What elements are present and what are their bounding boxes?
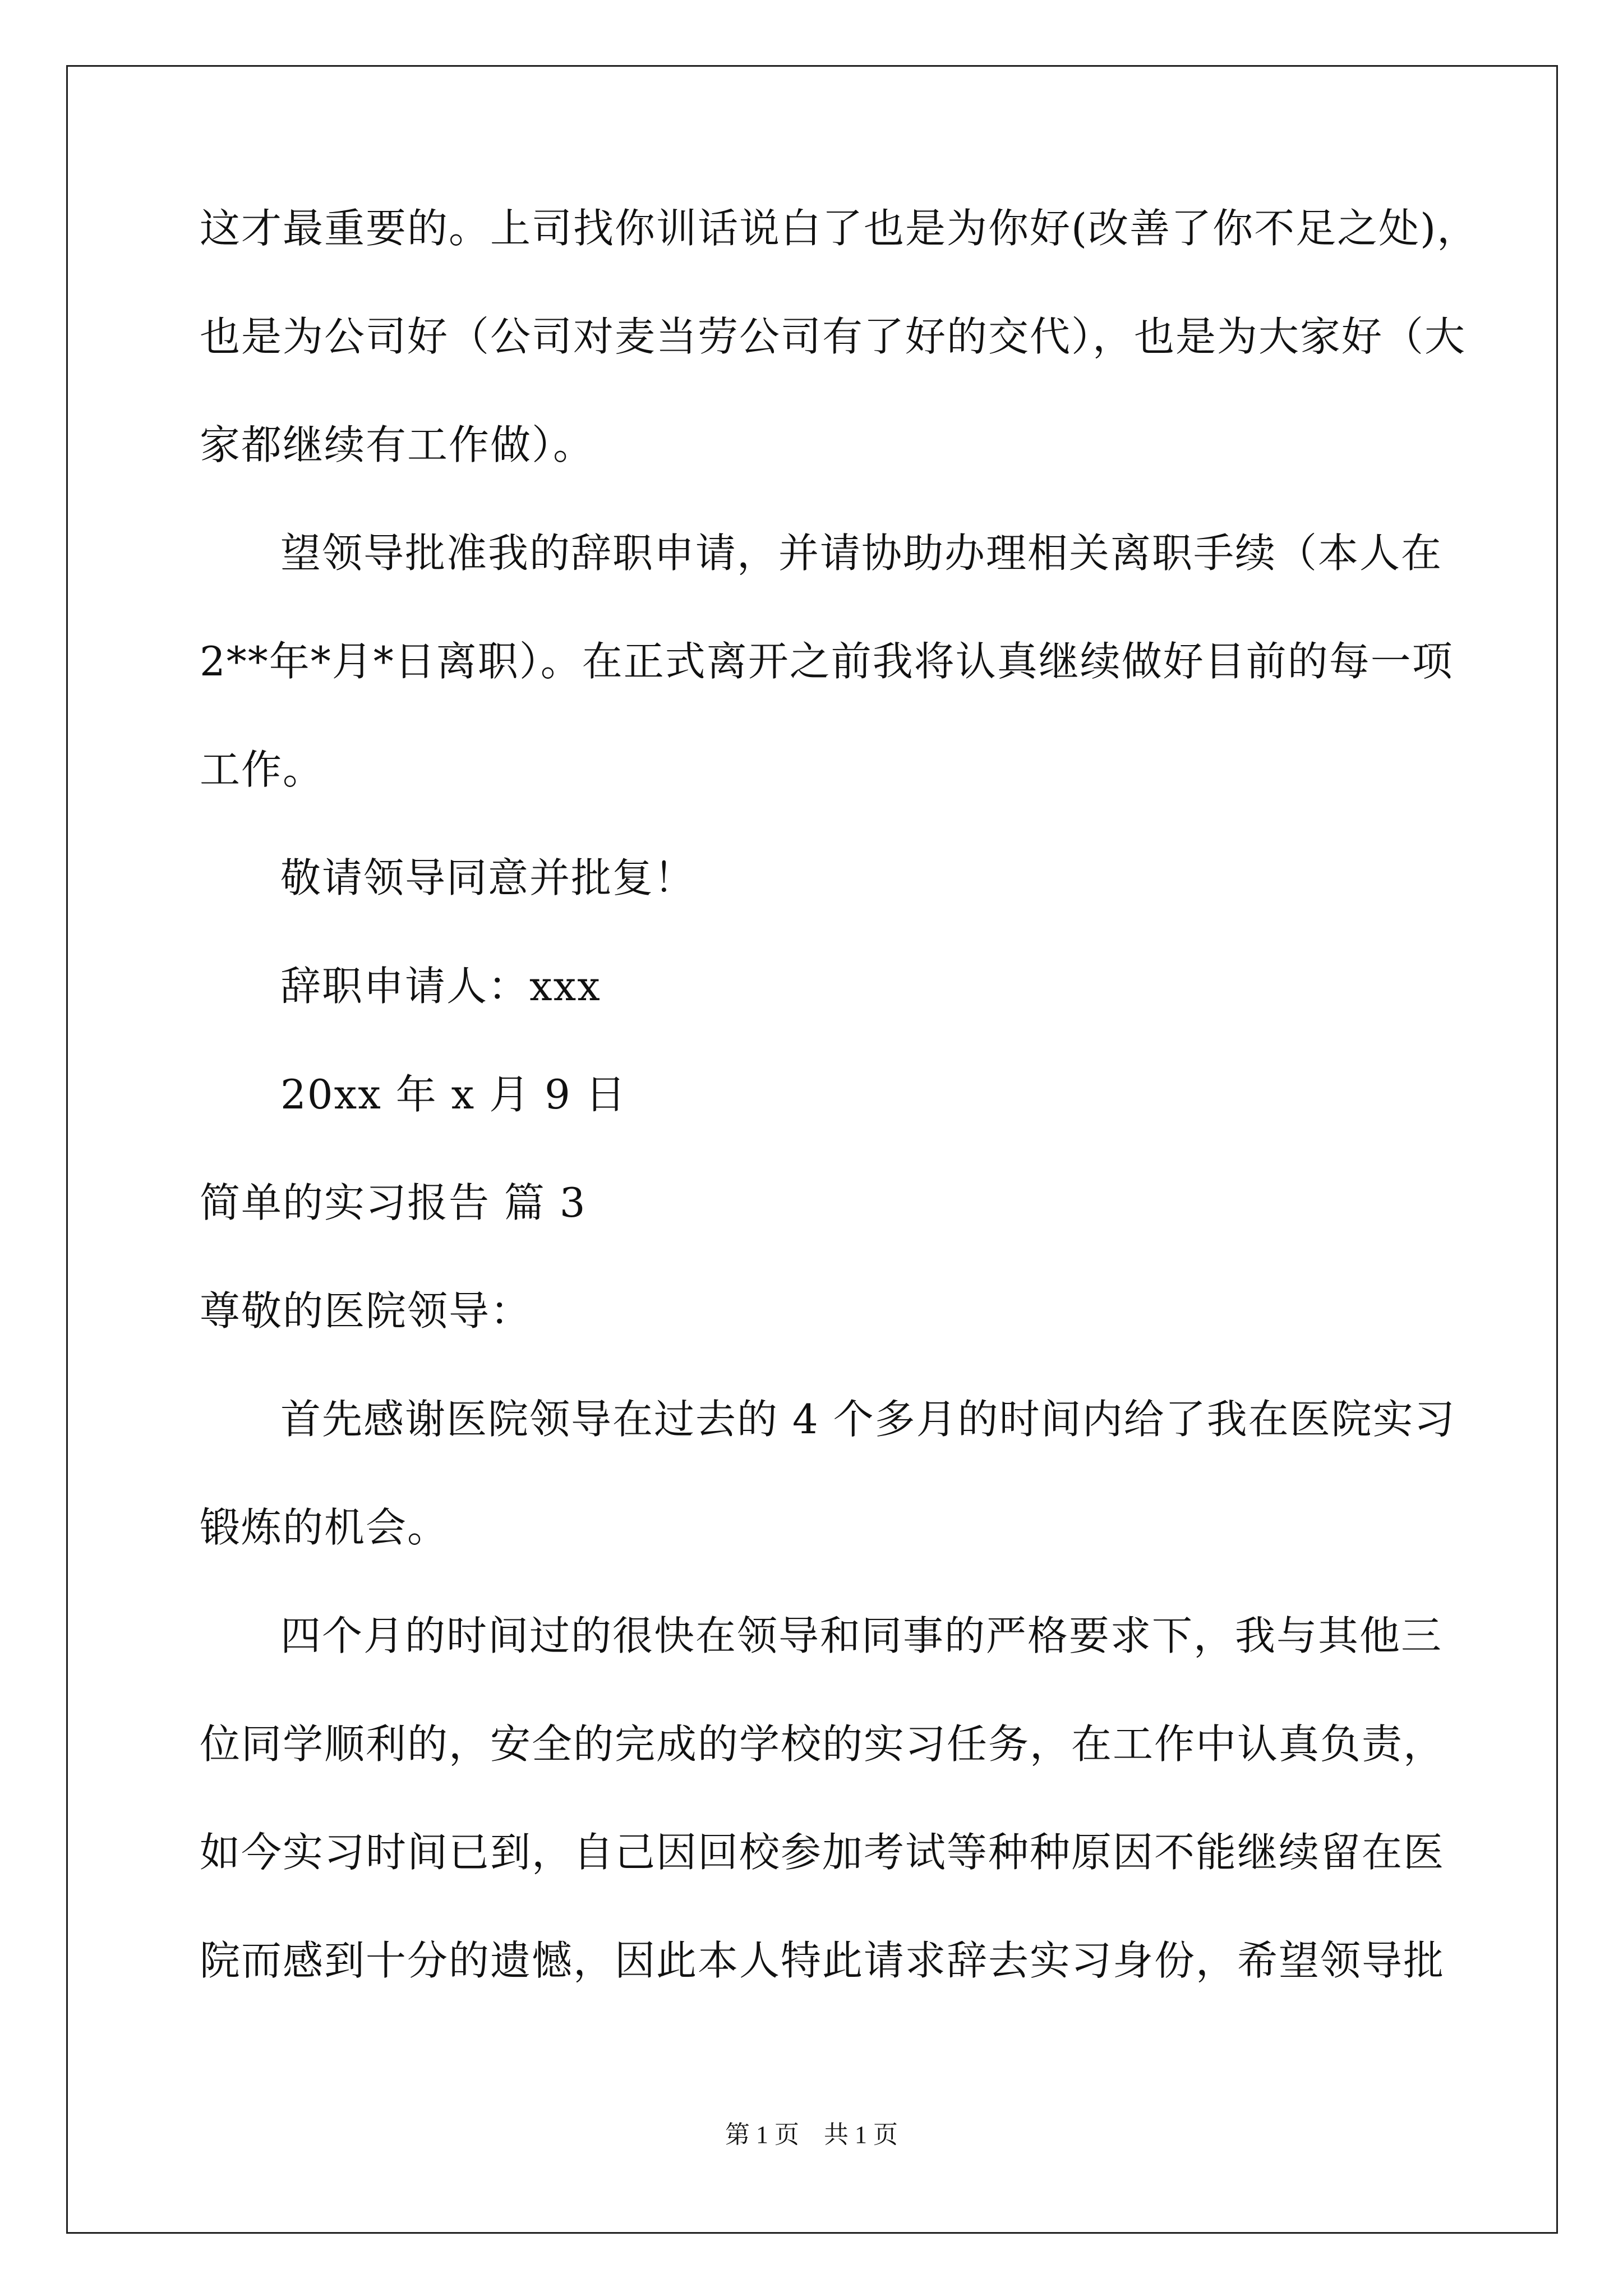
body-text-line: 首先感谢医院领导在过去的 4 个多月的时间内给了我在医院实习 bbox=[280, 1396, 1456, 1443]
closing-request: 敬请领导同意并批复！ bbox=[280, 854, 696, 901]
section-heading: 简单的实习报告 篇 3 bbox=[200, 1179, 587, 1226]
body-text-line: 家都继续有工作做）。 bbox=[200, 421, 595, 468]
signature-line: 辞职申请人：xxx bbox=[280, 963, 601, 1010]
body-text-line: 位同学顺利的，安全的完成的学校的实习任务，在工作中认真负责， bbox=[200, 1720, 1445, 1768]
body-text-line: 工作。 bbox=[200, 746, 325, 793]
date-line: 20xx 年 x 月 9 日 bbox=[280, 1071, 627, 1118]
body-text-line: 院而感到十分的遗憾，因此本人特此请求辞去实习身份，希望领导批 bbox=[200, 1937, 1445, 1984]
body-text-line: 2**年*月*日离职）。在正式离开之前我将认真继续做好目前的每一项 bbox=[200, 638, 1454, 685]
salutation: 尊敬的医院领导： bbox=[200, 1287, 532, 1335]
page-border bbox=[66, 65, 1558, 2234]
body-text-line: 锻炼的机会。 bbox=[200, 1504, 449, 1551]
body-text-line: 这才最重要的。上司找你训话说白了也是为你好(改善了你不足之处)， bbox=[200, 205, 1479, 252]
body-text-line: 望领导批准我的辞职申请，并请协助办理相关离职手续（本人在 bbox=[280, 530, 1443, 577]
body-text-line: 如今实习时间已到，自己因回校参加考试等种种原因不能继续留在医 bbox=[200, 1829, 1445, 1876]
page-footer: 第 1 页 共 1 页 bbox=[725, 2121, 898, 2148]
body-text-line: 四个月的时间过的很快在领导和同事的严格要求下，我与其他三 bbox=[280, 1612, 1443, 1659]
body-text-line: 也是为公司好（公司对麦当劳公司有了好的交代），也是为大家好（大 bbox=[200, 313, 1467, 360]
